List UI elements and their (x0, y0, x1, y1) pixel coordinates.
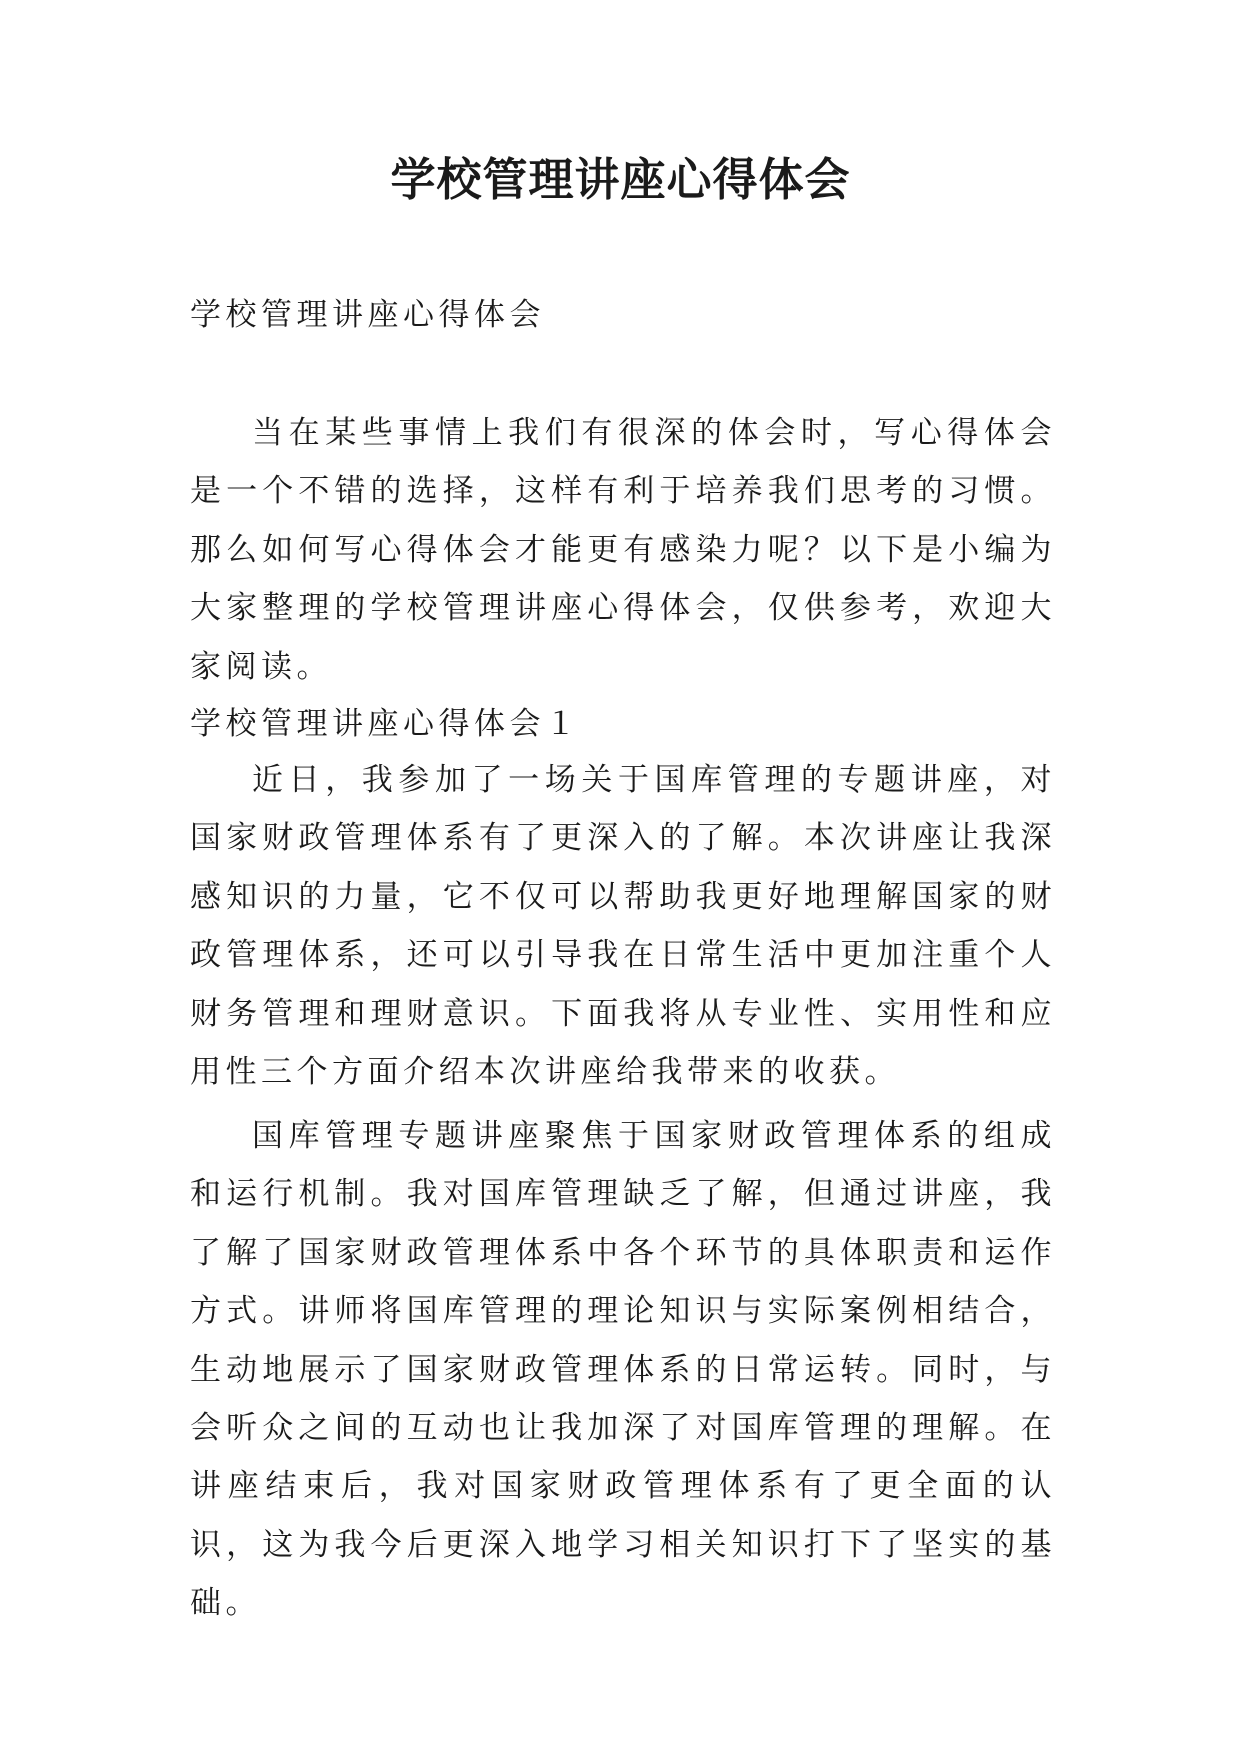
document-subtitle: 学校管理讲座心得体会 (190, 297, 545, 333)
document-title: 学校管理讲座心得体会 (390, 153, 851, 206)
body-paragraph: 近日，我参加了一场关于国库管理的专题讲座，对国家财政管理体系有了更深入的了解。本次讲座让我深感知识的力量，它不仅可以帮助我更好地理解国家的财政管理体系，还可以引导我在日常生活中更加注重个人财务管理和理财意识。下面我将从专业性、实用性和应用性三个方面介绍本次讲座给我带来的收获。 (190, 762, 1056, 1091)
section-heading: 学校管理讲座心得体会１ (190, 706, 581, 742)
body-paragraph: 国库管理专题讲座聚焦于国家财政管理体系的组成和运行机制。我对国库管理缺乏了解，但通过讲座，我了解了国家财政管理体系中各个环节的具体职责和运作方式。讲师将国库管理的理论知识与实际案例相结合，生动地展示了国家财政管理体系的日常运转。同时，与会听众之间的互动也让我加深了对国库管理的理解。在讲座结束后，我对国家财政管理体系有了更全面的认识，这为我今后更深入地学习相关知识打下了坚实的基础。 (190, 1118, 1056, 1622)
intro-paragraph: 当在某些事情上我们有很深的体会时，写心得体会是一个不错的选择，这样有利于培养我们思考的习惯。那么如何写心得体会才能更有感染力呢？以下是小编为大家整理的学校管理讲座心得体会，仅供参考，欢迎大家阅读。 (190, 415, 1056, 685)
